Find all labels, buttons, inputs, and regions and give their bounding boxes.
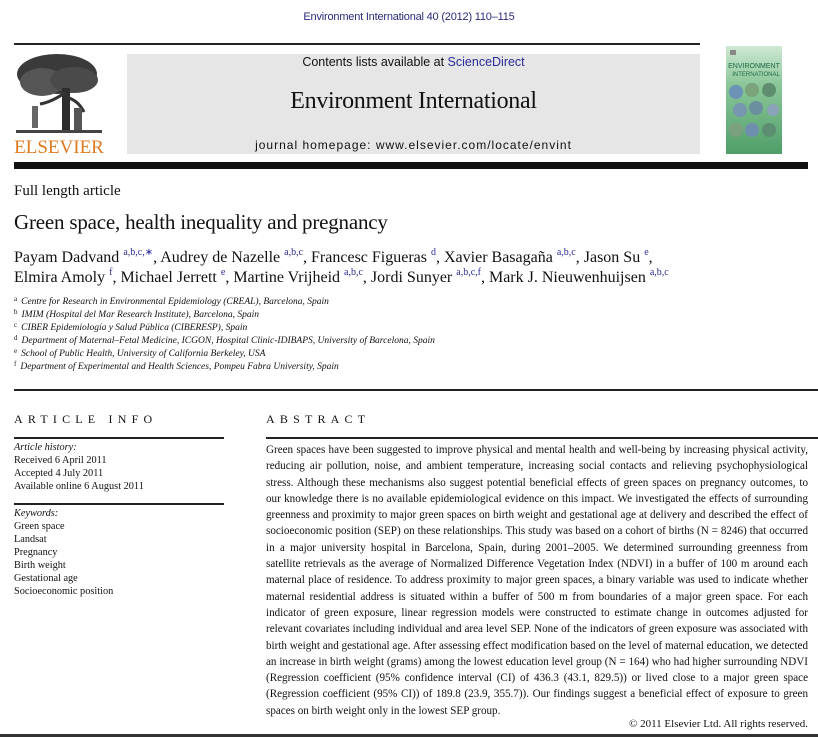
affiliation-key: e [14, 346, 18, 355]
affiliation-text: School of Public Health, University of California Berkeley, USA [21, 348, 266, 359]
svg-text:ELSEVIER: ELSEVIER [14, 137, 104, 156]
keyword: Landsat [14, 534, 47, 545]
author-separator: , [436, 249, 444, 266]
author-affiliation-marker[interactable]: a,b,c [344, 267, 363, 278]
author-name[interactable]: Payam Dadvand [14, 249, 120, 266]
svg-text:INTERNATIONAL: INTERNATIONAL [732, 72, 780, 78]
abstract-text: Green spaces have been suggested to improve physical and mental health and well-being by increasing physical activity, reducing air pollution, noise, and ambient temperature, increasing social contacts and relieving psychophysiological stress. Although these mechanisms also suggest potential beneficial effects of green spaces on pregnancy outcomes, to our knowledge there is no available epidemiological evidence on this impact. We investigated the effects of surrounding greenness and proximity to major green spaces on birth weight and gestational age at delivery and described the effect of socioeconomic position (SEP) on these relationships. This study was based on a cohort of births (N = 8246) that occurred in a major university hospital in Barcelona, Spain, during 2001–2005. We determined surrounding greenness from satellite retrievals as the average of Normalized Difference Vegetation Index (NDVI) in a buffer of 100 m around each maternal place of residence. To address proximity to major green spaces, a binary variable was used to indicate whether maternal residential address is situated within a buffer of 500 m from boundaries of a major green space. For each indicator of green exposure, linear regression models were constructed to estimate change in outcomes adjusted for relevant covariates including individual and area level SEP. None of the indicators of green exposure was associated with birth weight and gestational age. After assessing effect modification based on the level of maternal education, we detected an increase in birth weight (grams) among the lowest education level group (N = 164) who had higher surrounding NDVI (Regression coefficient (95% confidence interval (CI) of 436.3 (43.1, 829.5)) or lived close to a major green space (Regression coefficient (95% CI)) of 189.8 (23.9, 355.7)). Our findings suggest a beneficial effect of exposure to green spaces on birth weight only in the lowest SEP group. [266, 444, 808, 717]
author-name[interactable]: Elmira Amoly [14, 269, 106, 286]
keyword: Pregnancy [14, 547, 58, 558]
author-affiliation-marker[interactable]: e [220, 267, 226, 278]
affiliation-key: f [14, 359, 17, 368]
article-info-heading: ARTICLE INFO [14, 412, 158, 426]
affiliation-text: Centre for Research in Environmental Epidemiology (CREAL), Barcelona, Spain [21, 297, 329, 307]
keyword: Gestational age [14, 573, 78, 584]
section-divider [14, 389, 818, 391]
article-history-label: Article history: [14, 442, 77, 453]
keyword: Birth weight [14, 560, 66, 571]
accepted-date: Accepted 4 July 2011 [14, 468, 104, 479]
author-affiliation-marker[interactable]: a,b,c,f [456, 267, 481, 278]
header-thick-bar [14, 162, 808, 169]
journal-cover-image [726, 46, 782, 154]
author-affiliation-marker[interactable]: d [431, 247, 436, 258]
header-top-rule [14, 43, 700, 45]
elsevier-logo [12, 52, 106, 156]
author-separator: , [362, 269, 371, 286]
affiliation-text: IMIM (Hospital del Mar Research Institute), Barcelona, Spain [21, 309, 260, 320]
abstract-heading: ABSTRACT [266, 412, 371, 426]
author-separator: , [575, 249, 584, 266]
author-separator: , [303, 249, 312, 266]
affiliation-text: CIBER Epidemiología y Salud Pública (CIBERESP), Spain [21, 322, 248, 333]
copyright-notice: © 2011 Elsevier Ltd. All rights reserved. [628, 718, 808, 730]
elsevier-tree-icon [12, 52, 106, 156]
affiliation-key: d [14, 333, 18, 342]
article-history [14, 441, 224, 493]
article-info-rule [14, 437, 224, 439]
affiliation-key: c [14, 320, 18, 329]
author-separator: , [648, 249, 653, 266]
author-name[interactable]: Mark J. Nieuwenhuijsen [488, 269, 646, 286]
author-name[interactable]: Martine Vrijheid [233, 269, 341, 286]
author-list [14, 248, 814, 288]
affiliation-item [14, 309, 514, 322]
received-date: Received 6 April 2011 [14, 455, 107, 466]
author-affiliation-marker[interactable]: a,b,c [649, 267, 669, 278]
author-name[interactable]: Michael Jerrett [120, 269, 217, 286]
contents-line [127, 55, 700, 69]
author-name[interactable]: Audrey de Nazelle [160, 249, 281, 266]
author-name[interactable]: Xavier Basagaña [444, 249, 553, 266]
sciencedirect-link[interactable]: ScienceDirect [447, 55, 525, 69]
affiliation-key: b [14, 307, 18, 316]
affiliation-item [14, 348, 514, 361]
keyword: Socioeconomic position [14, 586, 114, 597]
journal-reference[interactable]: Environment International 40 (2012) 110–115 [303, 11, 515, 23]
affiliation-item [14, 361, 514, 374]
author-separator: , [225, 269, 234, 286]
author-separator: , [480, 269, 489, 286]
affiliation-list [14, 296, 514, 373]
author-affiliation-marker[interactable]: e [644, 247, 649, 258]
affiliation-item [14, 296, 514, 309]
author-separator: , [112, 269, 121, 286]
affiliation-key: a [14, 295, 18, 303]
author-affiliation-marker[interactable]: a,b,c,∗ [123, 247, 154, 258]
author-name[interactable]: Jordi Sunyer [370, 269, 453, 286]
author-name[interactable]: Jason Su [583, 249, 641, 266]
journal-cover[interactable] [726, 46, 782, 154]
keywords-rule [14, 503, 224, 505]
keywords-section [14, 507, 224, 598]
journal-title: Environment International [290, 88, 537, 114]
author-line-1 [14, 248, 814, 268]
author-line-2 [14, 268, 814, 288]
paper-title: Green space, health inequality and pregnancy [14, 210, 388, 234]
online-date: Available online 6 August 2011 [14, 481, 144, 492]
affiliation-text: Department of Maternal–Fetal Medicine, ICGON, Hospital Clinic-IDIBAPS, University of Barcelona, Spain [21, 335, 435, 346]
abstract-rule [266, 437, 818, 439]
affiliation-item [14, 335, 514, 348]
keywords-label: Keywords: [14, 508, 59, 519]
author-name[interactable]: Francesc Figueras [311, 249, 427, 266]
affiliation-item [14, 322, 514, 335]
keyword: Green space [14, 521, 65, 532]
journal-homepage-link[interactable]: journal homepage: www.elsevier.com/locate/envint [255, 138, 572, 152]
contents-prefix: Contents lists available at [302, 55, 448, 69]
author-affiliation-marker[interactable]: f [109, 267, 113, 278]
author-separator: , [153, 249, 161, 266]
article-type: Full length article [14, 183, 121, 199]
author-affiliation-marker[interactable]: a,b,c [284, 247, 304, 258]
author-affiliation-marker[interactable]: a,b,c [556, 247, 576, 258]
svg-text:ENVIRONMENT: ENVIRONMENT [728, 63, 780, 70]
affiliation-text: Department of Experimental and Health Sciences, Pompeu Fabra University, Spain [20, 361, 339, 372]
